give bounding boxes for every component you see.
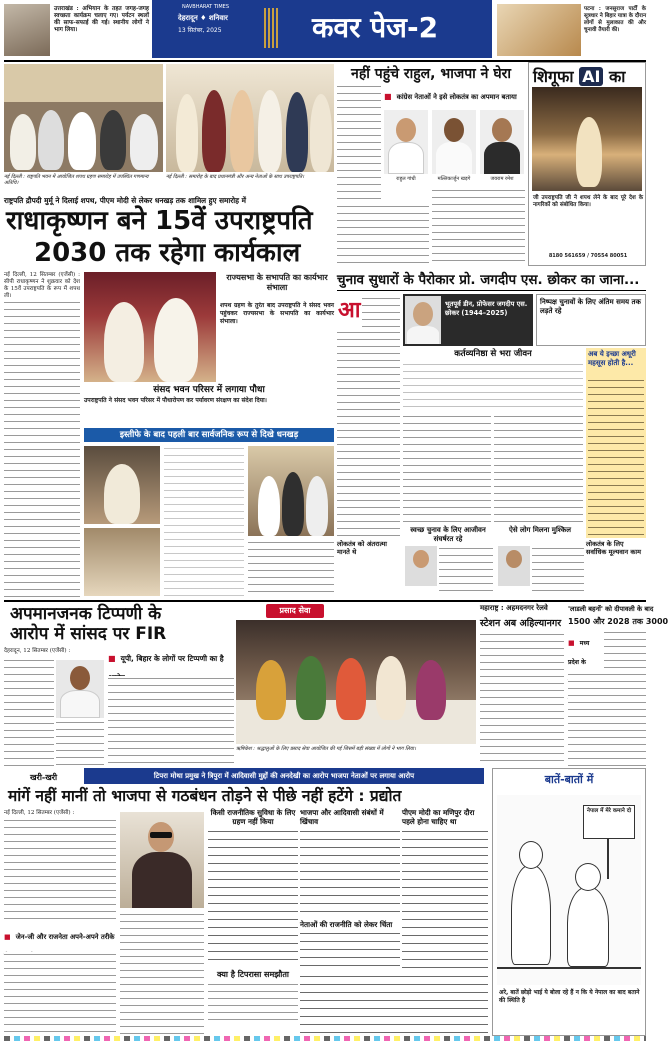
cartoon-header: बातें-बातों में — [544, 773, 594, 786]
dhankhar-body — [164, 446, 244, 596]
lead-photo-group — [166, 64, 334, 172]
tripura-banner: टिपरा मोथा प्रमुख ने त्रिपुरा में आदिवासी मुद्दों की अनदेखी का आरोप भाजपा नेताओं पर लगाया आरोप — [153, 772, 415, 780]
rahul-body-3 — [432, 188, 525, 266]
ladli-side: ■ मध्य प्रदेश के — [568, 639, 590, 666]
pradyot-headline: मांगें नहीं मानीं तो भाजपा से गठबंधन तोड़ने से पीछे नहीं हटेंगे : प्रद्योत — [8, 787, 402, 805]
pradyot-box-4 — [402, 808, 488, 972]
side-column — [586, 348, 646, 538]
lead-dateline: नई दिल्ली, 12 सितम्बर (एजेंसी) : सीपी राधाकृष्णन ने शुक्रवार को देश के 15वें उपराष्ट्रपति के रूप में शपथ ली। — [4, 272, 80, 299]
reflection-2-title: स्वच्छ चुनाव के लिए आजीवन संघर्षरत रहे — [410, 526, 486, 543]
lead-kicker: राष्ट्रपति द्रौपदी मुर्मू ने दिलाई शपथ, पीएम मोदी से लेकर धनखड़ तक शामिल हुए समारोह में — [4, 196, 246, 205]
chhokar-body-4 — [403, 414, 491, 524]
chhokar-body-2 — [337, 330, 400, 538]
charge-box-title-bg — [220, 272, 334, 300]
reflection-2-body — [439, 546, 493, 596]
ladli-body-1 — [604, 630, 646, 670]
fir-sub-box — [108, 646, 234, 674]
pradyot-box-2 — [300, 808, 400, 918]
plant-box-title: संसद भवन परिसर में लगाया पौधा — [153, 385, 265, 395]
reflection-3-body — [532, 546, 584, 596]
chhokar-body-3-lines — [403, 362, 583, 412]
kharikhari: खरी-खरी — [30, 773, 58, 782]
color-strip — [4, 1036, 646, 1041]
portrait-kharge — [432, 110, 476, 174]
chhokar-body-5 — [494, 414, 583, 524]
shigufa-title: शिगूफा AI का — [533, 67, 626, 86]
pradyot-sub-4: पीएम मोदी का मणिपुर दौरा पहले होना चाहिए था — [402, 808, 475, 826]
chhokar-label: भूतपूर्व डीन, प्रोफेसर जगदीप एस. छोकर (1944–2025) — [445, 300, 528, 317]
fir-body-2 — [56, 720, 104, 768]
pradyot-body-1 — [4, 818, 116, 922]
rahul-body-2 — [337, 204, 429, 266]
reflection-2-photo — [405, 546, 437, 586]
shigufa-caption: जी उपराष्ट्रपति जी ने शपथ लेने के बाद पूरे देश के नागरिकों को संबोधित किया। — [533, 195, 643, 208]
chhokar-rule — [337, 290, 646, 291]
fir-headline-1: अपमानजनक टिप्पणी के — [10, 604, 162, 624]
dhankhar-photo-3 — [84, 528, 160, 596]
pradyot-body-2 — [4, 952, 116, 1034]
pradyot-photo — [120, 812, 204, 908]
chhokar-body-1 — [362, 296, 400, 328]
shigufa-image — [532, 87, 642, 191]
fir-mp-photo — [56, 660, 104, 718]
ornament-left — [264, 8, 278, 48]
ladli-headline-2: 1500 और 2028 तक 3000 — [568, 617, 668, 626]
portrait-name-3: जयराम रमेश — [490, 176, 514, 182]
charge-box-text: शपथ ग्रहण के तुरंत बाद उपराष्ट्रपति ने संसद भवन पहुंचकर राज्यसभा के सभापति का कार्यभार संभाला। — [220, 302, 334, 325]
ladli-headline-1: 'लाडली बहनों' को दीपावली के बाद — [568, 605, 654, 613]
pradyot-box-1-text — [208, 829, 298, 965]
ladli-bullet-icon: ■ — [568, 639, 575, 647]
pradyot-sub-1: किसी राजनीतिक सुविधा के लिए ग्रहण नहीं किया — [210, 808, 296, 826]
dhankhar-photo-1 — [84, 446, 160, 524]
masthead — [0, 0, 650, 60]
prasad-caption: ऋषिकेश : श्रद्धालुओं के लिए प्रसाद सेवा आयोजित की गई जिसमें बड़ी संख्या में लोगों ने भाग लिया। — [236, 746, 416, 752]
portrait-jairam — [480, 110, 524, 174]
dhankhar-photo-2 — [248, 446, 334, 536]
lead-headline-2: 2030 तक रहेगा कार्यकाल — [34, 238, 301, 268]
lead-photo-oath — [84, 272, 216, 382]
tiprasa-body — [208, 982, 298, 1022]
fir-body-3 — [108, 676, 234, 768]
pradyot-quote: ■ जेन-जी और राजनेता अपने-अपने तरीके — [4, 924, 116, 950]
lead-photo-ceremony — [4, 64, 163, 172]
tiprasa-title: क्या है टिपरासा समझौता — [216, 970, 289, 979]
reflection-3 — [496, 526, 584, 596]
reflection-2 — [403, 526, 493, 596]
pradyot-box-1 — [208, 808, 298, 968]
brand-name: NAVBHARAT TIMES — [182, 4, 229, 10]
reflection-1-title: लोकतंत्र को अंतरात्मा मानते थे — [337, 540, 387, 556]
cartoon-caption: अरे, बातें छोड़ो भाई ये बोला रहे हैं न कि ये नेपाल का बाद बताने की स्थिति है — [499, 989, 640, 1004]
pradyot-box-3 — [300, 920, 400, 972]
prasad-label: प्रसाद सेवा — [279, 606, 311, 615]
date: 13 सितंबर, 2025 — [178, 27, 222, 34]
ladli-body-2 — [568, 672, 646, 766]
rahul-headline: नहीं पहुंचे राहुल, भाजपा ने घेरा — [351, 66, 511, 82]
shigufa-box — [528, 62, 646, 266]
fir-body-1 — [4, 658, 54, 768]
rahul-body-1 — [337, 84, 381, 200]
rahul-portraits — [384, 110, 525, 184]
reflection-4 — [586, 540, 646, 596]
cartoon-art — [497, 795, 641, 985]
tripura-banner-bg — [84, 768, 484, 784]
reflection-1 — [337, 540, 400, 596]
lead-photo-caption-1: नई दिल्ली : राष्ट्रपति भवन में आयोजित शपथ ग्रहण समारोह में उपस्थित गणमान्य अतिथि। — [4, 174, 149, 186]
header-band — [152, 0, 492, 58]
pradyot-sub-3: नेताओं की राजनीति को लेकर चिंता — [300, 920, 393, 929]
right-promo-text: पटना : जनसुराज पार्टी के सूत्रधार ने बिहार यात्रा के दौरान लोगों से मुलाकात की और चुनावी तैयारी की। — [584, 6, 646, 33]
reflection-3-title: ऐसे लोग मिलना मुश्किल — [508, 526, 572, 534]
lead-body-col-1 — [4, 300, 80, 598]
maharashtra-kicker: महाराष्ट्र : अहमदनगर रेलवे — [480, 604, 548, 612]
chhokar-headline: चुनाव सुधारों के पैरोकार प्रो. जगदीप एस. छोकर का जाना... — [337, 272, 640, 288]
page-title: कवर पेज-2 — [312, 11, 439, 44]
lead-photo-caption-2: नई दिल्ली : समारोह के बाद प्रधानमंत्री और अन्य नेताओं के साथ उपराष्ट्रपति। — [166, 174, 305, 180]
reflection-4-title: लोकतंत्र के लिए सर्वाधिक मूल्यवान काम — [586, 540, 641, 556]
date-line: देहरादून ♦ शनिवार — [178, 14, 228, 22]
cartoon-sign: नेपाल में मेरे कमाने दो — [583, 805, 635, 839]
left-promo-text: उत्तराखंड : अभियान के तहत जगह-जगह स्वच्छता कार्यक्रम चलाए गए। पर्यटन स्थलों की साफ-सफाई की गई। स्थानीय लोगों ने भाग लिया। — [54, 6, 149, 33]
maharashtra-headline: स्टेशन अब अहिल्यानगर — [480, 618, 562, 629]
prasad-label-bg — [266, 604, 324, 618]
reflection-3-photo — [498, 546, 530, 586]
portrait-rahul — [384, 110, 428, 174]
dhankhar-body-2 — [248, 540, 334, 596]
tiprasa-box — [208, 970, 298, 1034]
portrait-name-2: मल्लिकार्जुन खड़गे — [437, 176, 471, 182]
fir-headline-2: आरोप में सांसद पर FIR — [10, 624, 167, 644]
chhokar-label-2-box — [536, 294, 646, 346]
chhokar-portrait — [405, 296, 441, 344]
maharashtra-body — [480, 632, 564, 766]
side-column-body — [588, 378, 644, 536]
cartoon-header-bg — [493, 769, 645, 791]
prasad-photo — [236, 620, 476, 744]
banner-dhankhar: इस्तीफे के बाद पहली बार सार्वजनिक रूप से दिखे धनखड़ — [119, 430, 299, 440]
lead-headline-1: राधाकृष्णन बने 15वें उपराष्ट्रपति — [6, 206, 313, 236]
rahul-subhead: ■ कांग्रेस नेताओं ने इसे लोकतंत्र का अपमान बताया — [384, 92, 517, 101]
charge-box-title: राज्यसभा के सभापति का कार्यभार संभाला — [226, 272, 328, 292]
pradyot-dateline: नई दिल्ली, 12 सितम्बर (एजेंसी) : — [4, 810, 75, 816]
portrait-name-1: राहुल गांधी — [396, 176, 416, 182]
chhokar-label-2: निष्पक्ष चुनावों के लिए अंतिम समय तक लड़ते रहे — [540, 298, 641, 315]
shigufa-contact: 8180 561659 / 70554 80051 — [548, 253, 628, 259]
chhokar-subhead: कर्तव्यनिष्ठा से भरा जीवन — [454, 349, 532, 359]
chhokar-photo-box — [403, 294, 533, 346]
pradyot-bullet-icon: ■ — [4, 933, 11, 941]
side-column-title: अब ये इच्छा अधूरी महसूस होती है... — [588, 350, 636, 367]
pradyot-box-4-text — [402, 829, 488, 971]
ai-badge: AI — [579, 67, 603, 86]
chhokar-dropcap: आ — [338, 298, 361, 323]
pradyot-box-2-text — [300, 829, 400, 917]
fir-dateline: देहरादून, 12 सितम्बर (एजेंसी) : — [4, 648, 71, 654]
pradyot-box-3-text — [300, 931, 400, 971]
left-promo-photo — [4, 4, 50, 56]
pradyot-bottom-body — [300, 974, 488, 1034]
pradyot-body-3 — [120, 912, 204, 1034]
fir-bullet-icon: ■ — [108, 654, 116, 663]
banner-dhankhar-bg — [84, 428, 334, 442]
right-promo-photo — [497, 4, 581, 56]
red-bullet-icon: ■ — [384, 92, 392, 101]
pradyot-sub-2: भाजपा और आदिवासी संबंधों में खिंचाव — [300, 808, 384, 826]
plant-box-text: उपराष्ट्रपति ने संसद भवन परिसर में पौधारोपण कर पर्यावरण संरक्षण का संदेश दिया। — [84, 397, 267, 404]
fir-sub: यूपी, बिहार के लोगों पर टिप्पणी का है — [120, 654, 224, 663]
plant-box — [84, 386, 334, 426]
cartoon-box — [492, 768, 646, 1036]
mid-rule — [4, 600, 646, 602]
